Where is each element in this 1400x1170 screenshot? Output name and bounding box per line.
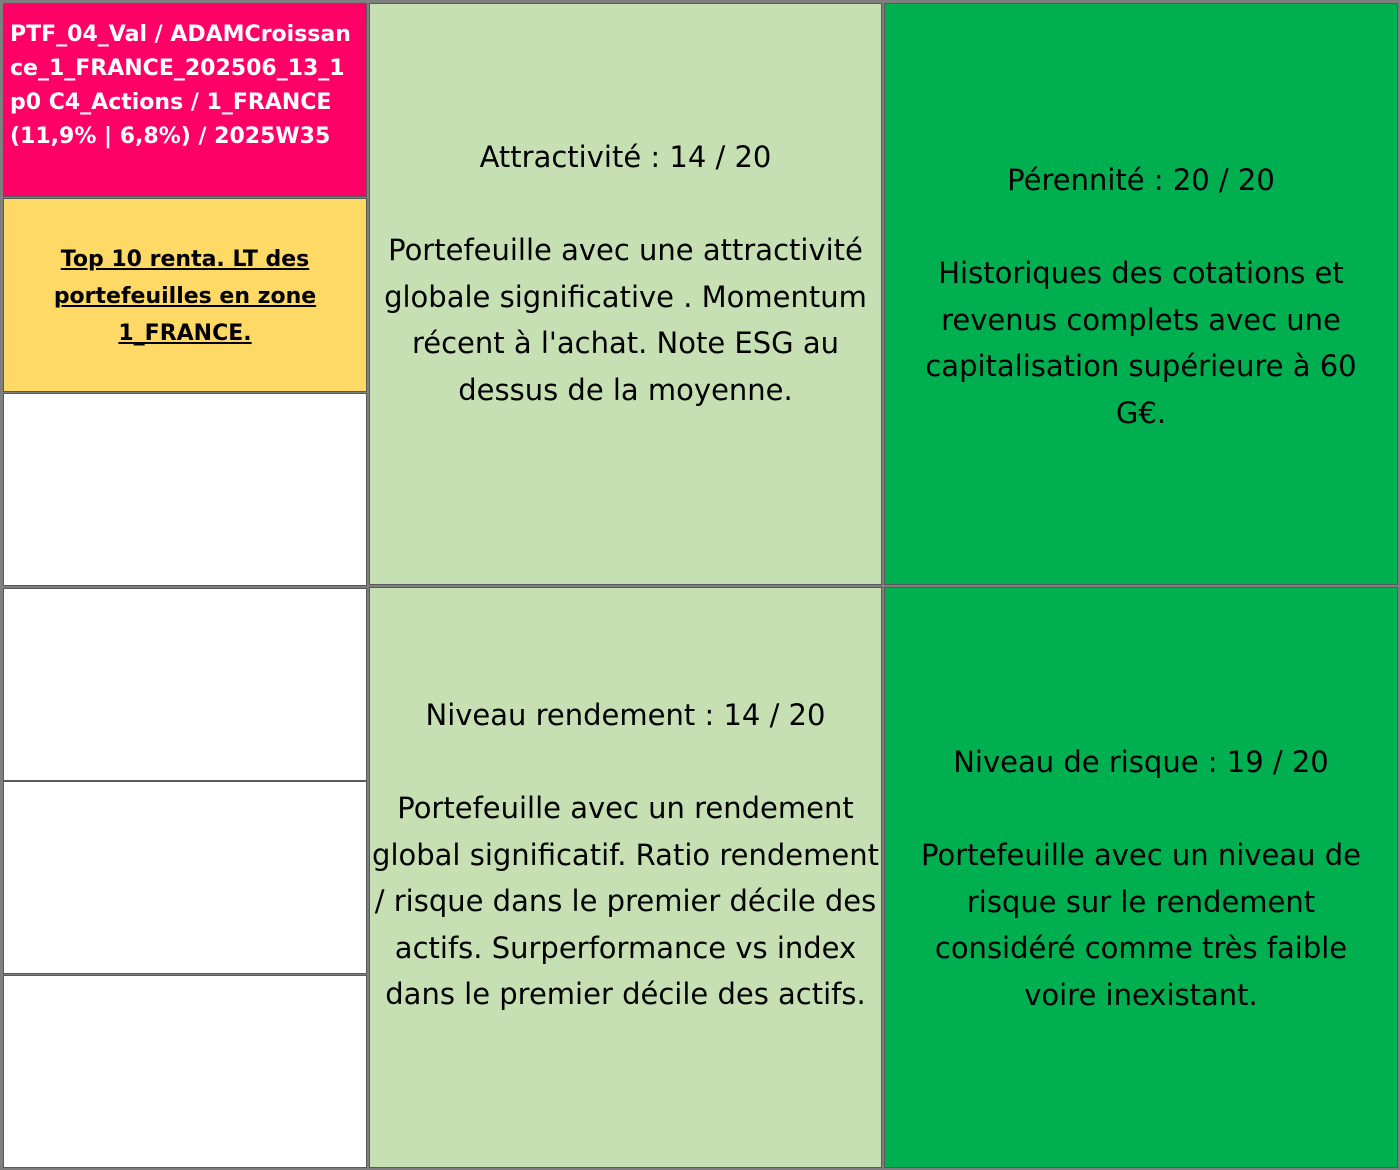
risque-heading: Niveau de risque : 19 / 20 (953, 745, 1329, 779)
risque-cell (884, 587, 1398, 1168)
top10-cell (3, 198, 367, 392)
top10-label: Top 10 renta. LT des portefeuilles en zone 1_FRANCE. (53, 247, 317, 346)
risque-description: Portefeuille avec un niveau de risque sur le rendement considéré comme très faible voire inexistant. (921, 838, 1361, 1012)
rendement-block (370, 692, 881, 1018)
empty-cell-2 (3, 588, 367, 781)
empty-cell-3 (3, 781, 367, 974)
perennite-cell (884, 3, 1398, 585)
perennite-description: Historiques des cotations et revenus complets avec une capitalisation supérieure à 60 G€. (925, 256, 1357, 430)
portfolio-title: PTF_04_Val / ADAMCroissance_1_FRANCE_202506_13_1p0 C4_Actions / 1_FRANCE (11,9% | 6,8%) / 2025W35 (10, 22, 351, 149)
rendement-heading: Niveau rendement : 14 / 20 (425, 698, 826, 732)
perennite-block (885, 157, 1397, 436)
perennite-heading: Pérennité : 20 / 20 (1007, 163, 1275, 197)
attractivite-heading: Attractivité : 14 / 20 (479, 140, 772, 174)
attractivite-block (370, 134, 881, 413)
rendement-description: Portefeuille avec un rendement global significatif. Ratio rendement / risque dans le premier décile des actifs. Surperformance vs index dans le premier décile des actifs. (372, 791, 879, 1011)
portfolio-title-cell (3, 3, 367, 197)
rendement-cell (369, 587, 882, 1168)
attractivite-cell (369, 3, 882, 585)
risque-block (885, 739, 1397, 1018)
attractivite-description: Portefeuille avec une attractivité globale significative . Momentum récent à l'achat. Note ESG au dessus de la moyenne. (384, 233, 867, 407)
empty-cell-4 (3, 975, 367, 1168)
empty-cell-1 (3, 393, 367, 586)
